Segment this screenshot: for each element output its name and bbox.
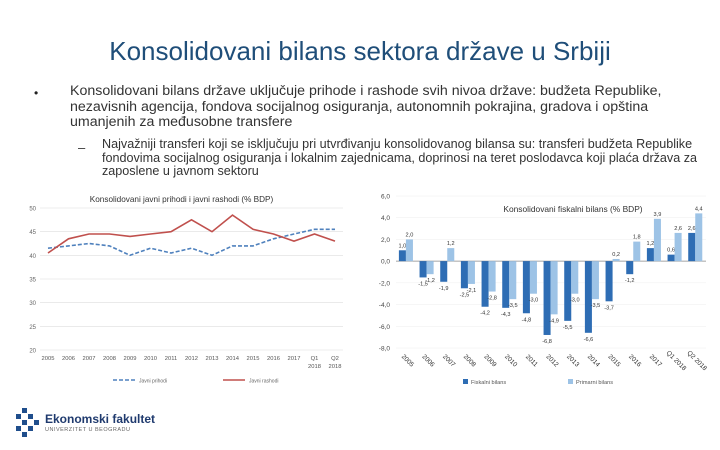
x-tick-label: 2011: [523, 353, 539, 369]
x-tick-label: 2008: [103, 356, 116, 362]
data-label: -4,8: [521, 317, 532, 324]
y-tick-label: -4,0: [378, 302, 390, 310]
x-tick-label: 2018: [328, 364, 342, 370]
bar-primarni: [406, 239, 413, 261]
x-tick-label: 2017: [647, 353, 663, 369]
x-tick-label: Q1 2018: [664, 349, 688, 373]
data-label: 1,8: [632, 234, 641, 241]
data-label: 2,0: [405, 232, 414, 239]
x-tick-label: 2014: [226, 356, 239, 362]
y-tick-label: 0,0: [380, 258, 390, 266]
bullet-text-2: Najvažniji transferi koji se isključuju pri utvrđivanju konsolidovanog bilansa su: transferi budžeta Republike fondovima socijalnog osiguranja i lokalnim zajednicama, doprinosi na teret poslodavca koji plaća država za zaposlene u javnom sektoru: [102, 137, 698, 178]
bar-primarni: [509, 261, 516, 299]
y-tick-label: 45: [29, 230, 36, 237]
bar-fiskalni: [523, 261, 530, 313]
x-tick-label: Q1: [310, 356, 319, 362]
bar-fiskalni: [626, 261, 633, 274]
x-tick-label: 2010: [503, 353, 519, 369]
x-tick-label: Q2 2018: [685, 349, 709, 373]
top-band: [0, 0, 720, 14]
data-label: 4,4: [694, 206, 703, 213]
x-tick-label: 2006: [62, 356, 75, 362]
bar-fiskalni: [502, 261, 509, 308]
bar-fiskalni: [564, 261, 571, 321]
x-tick-label: 2007: [441, 353, 457, 369]
data-label: 1,2: [646, 241, 655, 248]
bar-fiskalni: [399, 250, 406, 261]
legend-swatch: [463, 379, 468, 384]
bar-fiskalni: [688, 233, 695, 261]
bar-fiskalni: [585, 261, 592, 333]
slide-title: Konsolidovani bilans sektora države u Srbiji: [109, 36, 611, 66]
bar-fiskalni: [647, 248, 654, 261]
data-label: -4,2: [480, 310, 490, 317]
bar-primarni: [530, 261, 537, 294]
data-label: 2,6: [687, 225, 696, 232]
data-label: -3,5: [590, 303, 601, 310]
fiscal-balance-bar-chart: [368, 188, 710, 388]
data-label: -3,0: [528, 297, 539, 304]
y-tick-label: 6,0: [380, 193, 390, 201]
data-label: -4,9: [549, 318, 559, 325]
y-tick-label: 40: [29, 253, 36, 260]
bar-primarni: [654, 219, 661, 261]
bar-primarni: [675, 233, 682, 261]
data-label: -2,1: [466, 287, 477, 294]
bar-fiskalni: [606, 261, 613, 301]
data-label: -4,3: [500, 311, 511, 318]
x-tick-label: 2018: [308, 364, 321, 370]
data-label: -3,7: [604, 305, 614, 312]
data-label: -2,8: [487, 295, 497, 302]
x-tick-label: 2016: [267, 356, 280, 362]
chart-title: Konsolidovani javni prihodi i javni rashodi (% BDP): [89, 195, 274, 204]
data-label: -6,8: [542, 338, 552, 345]
x-tick-label: 2005: [399, 353, 415, 369]
y-tick-label: 35: [29, 277, 36, 284]
x-tick-label: 2014: [585, 353, 601, 369]
x-tick-label: 2008: [461, 353, 477, 369]
data-label: -3,0: [569, 297, 580, 304]
data-label: 1,0: [398, 243, 407, 250]
y-tick-label: 50: [29, 206, 36, 213]
x-tick-label: 2015: [246, 356, 260, 362]
legend-label: Primarni bilans: [576, 380, 613, 386]
y-tick-label: -8,0: [378, 345, 390, 353]
bar-primarni: [551, 261, 558, 314]
data-label: 3,9: [653, 211, 662, 218]
data-label: 2,6: [674, 225, 682, 232]
legend-label: Javni prihodi: [139, 378, 168, 385]
bar-fiskalni: [420, 261, 427, 277]
bar-primarni: [489, 261, 496, 291]
bar-primarni: [447, 248, 454, 261]
data-label: -5,5: [562, 324, 573, 331]
bar-primarni: [695, 213, 702, 261]
x-tick-label: 2005: [41, 356, 55, 362]
bullet-marker: •: [34, 86, 39, 100]
legend-label: Fiskalni bilans: [471, 380, 507, 386]
x-tick-label: 2012: [185, 356, 198, 362]
x-tick-label: 2011: [164, 356, 178, 362]
x-tick-label: 2006: [420, 353, 436, 369]
bar-primarni: [613, 259, 620, 261]
data-label: -6,6: [583, 336, 594, 343]
bar-fiskalni: [461, 261, 468, 288]
logo-mark-icon: [16, 408, 39, 437]
bullet-text-1: Konsolidovani bilans države uključuje prihode i rashode svih nivoa države: budžeta Republike, nezavisnih agencija, fondova socijalnog osiguranja, autonomnih pokrajina, gradova i opština umanjenih za međusobne transfere: [70, 83, 662, 130]
y-tick-label: 4,0: [380, 215, 390, 223]
x-tick-label: 2012: [544, 353, 560, 369]
y-tick-label: -6,0: [378, 323, 390, 331]
bar-fiskalni: [668, 255, 675, 262]
y-tick-label: 25: [29, 324, 36, 331]
x-tick-label: Q2: [331, 356, 339, 362]
bar-fiskalni: [440, 261, 447, 282]
y-tick-label: 30: [29, 301, 36, 308]
x-tick-label: 2009: [123, 356, 137, 362]
x-tick-label: 2013: [205, 356, 219, 362]
x-tick-label: 2013: [565, 353, 581, 369]
data-label: -2,5: [459, 292, 470, 299]
data-label: 0,6: [667, 247, 675, 254]
bar-primarni: [633, 242, 640, 262]
data-label: 0,2: [612, 251, 620, 258]
x-tick-label: 2010: [144, 356, 157, 362]
x-tick-label: 2009: [482, 353, 498, 369]
data-label: -1,2: [425, 278, 435, 285]
logo-name: Ekonomski fakultet: [45, 412, 156, 426]
x-tick-label: 2007: [82, 356, 96, 362]
revenue-expenditure-line-chart: [18, 190, 353, 390]
legend-swatch: [568, 379, 573, 384]
legend-label: Javni rashodi: [249, 378, 279, 385]
data-label: -1,2: [624, 278, 635, 285]
y-tick-label: 2,0: [380, 236, 390, 244]
data-label: -1,9: [438, 285, 449, 292]
bar-primarni: [592, 261, 599, 299]
x-tick-label: 2016: [627, 353, 643, 369]
data-label: -1,5: [418, 281, 428, 288]
y-tick-label: -2,0: [378, 280, 390, 288]
bar-primarni: [468, 261, 475, 284]
x-tick-label: 2015: [606, 353, 622, 369]
y-tick-label: 20: [29, 348, 36, 355]
chart-title: Konsolidovani fiskalni bilans (% BDP): [503, 204, 643, 214]
logo-subtitle: UNIVERZITET U BEOGRADU: [45, 427, 131, 433]
data-label: -3,5: [507, 303, 518, 310]
x-tick-label: 2017: [287, 356, 301, 362]
data-label: 1,2: [446, 241, 455, 248]
bar-primarni: [571, 261, 578, 294]
sub-bullet-marker: –: [78, 140, 86, 155]
bar-primarni: [427, 261, 434, 274]
